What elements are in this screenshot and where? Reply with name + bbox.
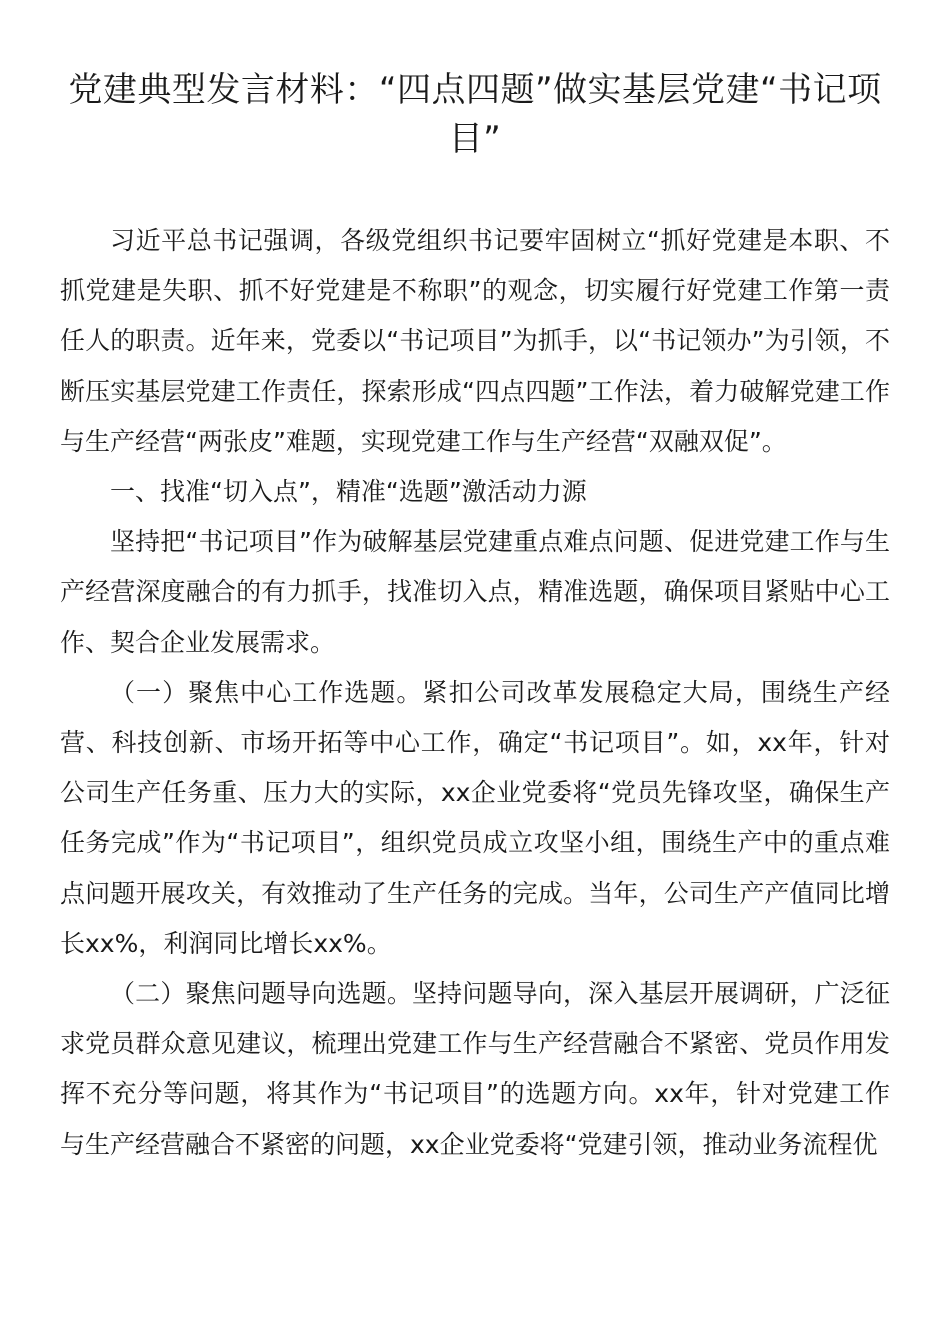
section-heading-1: 一、找准“切入点”，精准“选题”激活动力源 (110, 477, 587, 507)
document-title: 党建典型发言材料：“四点四题”做实基层党建“书记项目” (68, 70, 882, 159)
subsection-1-paragraph: （一）聚焦中心工作选题。紧扣公司改革发展稳定大局，围绕生产经营、科技创新、市场开拓等中心工作，确定“书记项目”。如，xx年，针对公司生产任务重、压力大的实际，xx企业党委将“党员先锋攻坚，确保生产任务完成”作为“书记项目”，组织党员成立攻坚小组，围绕生产中的重点难点问题开展攻关，有效推动了生产任务的完成。当年，公司生产产值同比增长xx%，利润同比增长xx%。 (60, 677, 890, 958)
document-body (60, 216, 890, 1170)
subsection-2-paragraph: （二）聚焦问题导向选题。坚持问题导向，深入基层开展调研，广泛征求党员群众意见建议，梳理出党建工作与生产经营融合不紧密、党员作用发挥不充分等问题，将其作为“书记项目”的选题方向。xx年，针对党建工作与生产经营融合不紧密的问题，xx企业党委将“党建引领，推动业务流程优 (60, 979, 890, 1159)
section-1-paragraph: 坚持把“书记项目”作为破解基层党建重点难点问题、促进党建工作与生产经营深度融合的有力抓手，找准切入点，精准选题，确保项目紧贴中心工作、契合企业发展需求。 (60, 527, 890, 657)
intro-paragraph: 习近平总书记强调，各级党组织书记要牢固树立“抓好党建是本职、不抓党建是失职、抓不好党建是不称职”的观念，切实履行好党建工作第一责任人的职责。近年来，党委以“书记项目”为抓手，以“书记领办”为引领，不断压实基层党建工作责任，探索形成“四点四题”工作法，着力破解党建工作与生产经营“两张皮”难题，实现党建工作与生产经营“双融双促”。 (60, 226, 890, 456)
